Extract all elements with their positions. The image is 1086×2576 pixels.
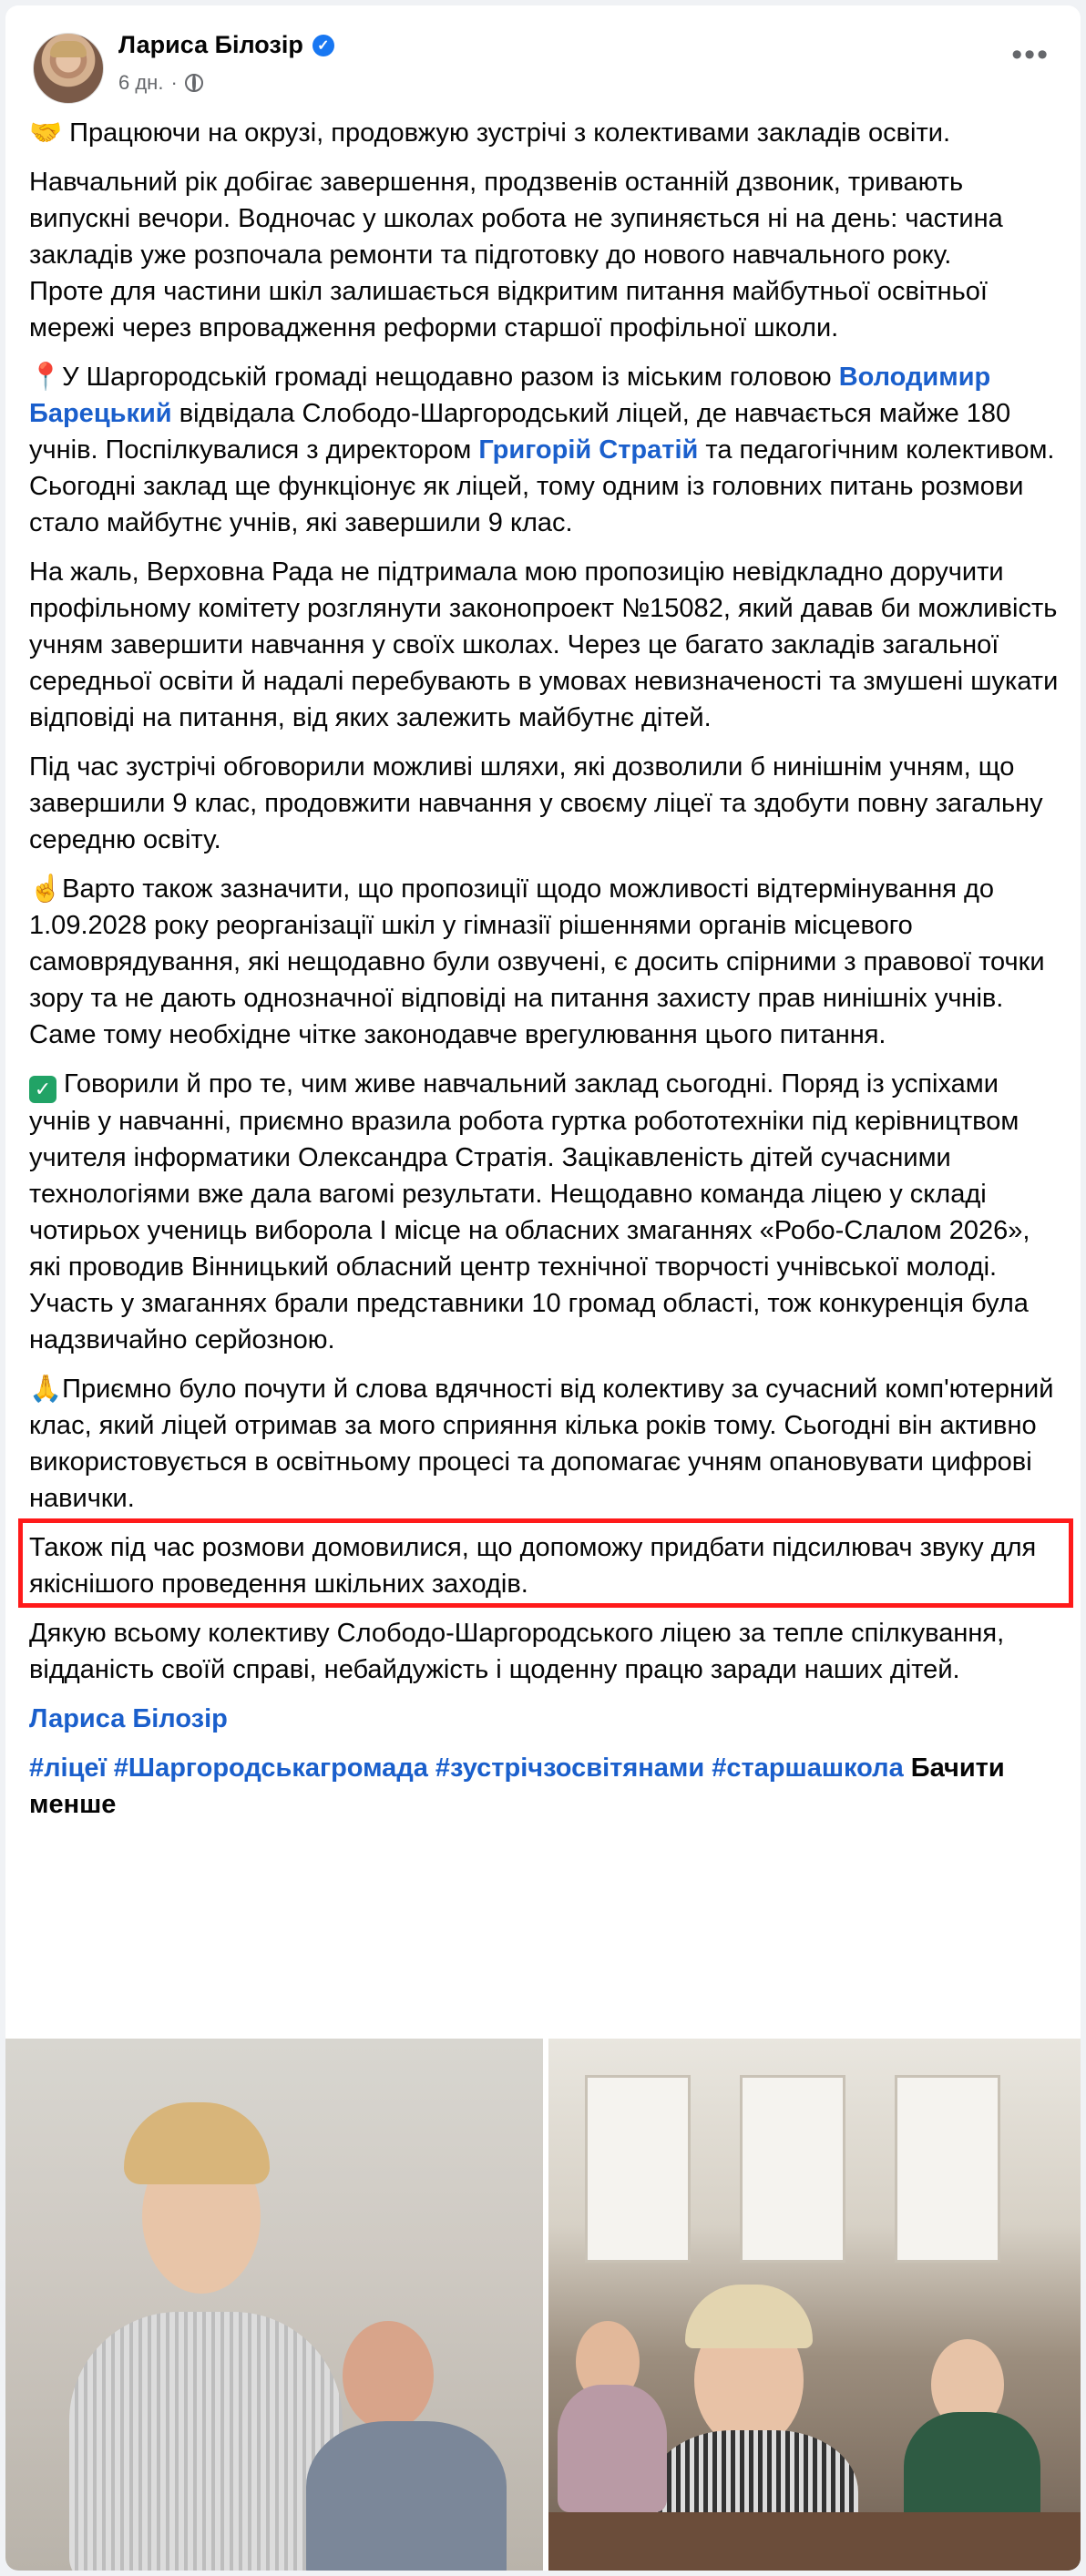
mention-link[interactable]: Володимир Барецький xyxy=(29,363,991,428)
author-name[interactable] xyxy=(118,31,334,59)
paragraph: ✓ Говорили й про те, чим живе навчальний заклад сьогодні. Поряд із успіхами учнів у навчанні, приємно вразила робота гуртка робототехніки під керівництвом учителя інформатики Олександра Стратія. Зацікавленість дітей сучасними технологіями вже дала вагомі результати. Нещодавно команда ліцею у складі чотирьох учениць виборола І місце на обласних змаганнях «Робо-Слалом 2026», які проводив Вінницький обласний центр технічної творчості учнівської молоді. Участь у змаганнях брали представники 10 громад області, тож конкуренція була надзвичайно серйозною. xyxy=(29,1069,1030,1354)
verified-badge-icon: ✓ xyxy=(312,35,334,56)
hashtag[interactable]: #старшашкола xyxy=(712,1753,904,1783)
see-less-button[interactable]: Бачити менше xyxy=(29,1753,1005,1819)
hashtag[interactable]: #ліцеї xyxy=(29,1753,107,1783)
check-icon: ✓ xyxy=(29,1076,56,1103)
paragraph: Дякую всьому колективу Слободо-Шаргородського ліцею за тепле спілкування, відданість своїй справі, небайдужість і щоденну працю заради наших дітей. xyxy=(29,1619,1005,1684)
post-card xyxy=(5,5,1081,2571)
post-text xyxy=(29,115,1059,1835)
author-avatar[interactable] xyxy=(33,33,104,104)
hashtag[interactable]: #зустрічзосвітянами xyxy=(435,1753,705,1783)
meta-separator: · xyxy=(170,71,178,94)
paragraph: 🤝 Працюючи на окрузі, продовжую зустрічі з колективами закладів освіти. xyxy=(29,118,951,148)
paragraph: Під час зустрічі обговорили можливі шляхи, які дозволили б нинішнім учням, що завершили 9 клас, продовжити навчання у своєму ліцеї та здобути повну загальну середню освіту. xyxy=(29,752,1043,854)
paragraph: 📍У Шаргородській громаді нещодавно разом із міським головою Володимир Барецький відвідала Слободо-Шаргородський ліцей, де навчається майже 180 учнів. Поспілкувалися з директором Григорій Стратій та педагогічним колективом. Сьогодні заклад ще функціонує як ліцей, тому одним із головних питань розмови стало майбутнє учнів, які завершили 9 клас. xyxy=(29,363,1055,537)
paragraph: На жаль, Верховна Рада не підтримала мою пропозицію невідкладно доручити профільному комітету розглянути законопроект №15082, який давав би можливість учням завершити навчання у своїх школах. Через це багато закладів загальної середньої освіти й надалі перебувають в умовах невизначеності та змушені шукати відповіді на питання, від яких залежить майбутнє дітей. xyxy=(29,557,1059,732)
paragraph: Навчальний рік добігає завершення, продзвенів останній дзвоник, тривають випускні вечори. Водночас у школах робота не зупиняється ні на день: частина закладів уже розпочала ремонти та підготовку до нового навчального року. Проте для частини шкіл залишається відкритим питання майбутньої освітньої мережі через впровадження реформи старшої профільної школи. xyxy=(29,168,1003,342)
mention-link[interactable]: Григорій Стратій xyxy=(478,435,699,465)
author-name-text[interactable]: Лариса Білозір xyxy=(118,31,303,58)
highlighted-paragraph: Також під час розмови домовилися, що допоможу придбати підсилювач звуку для якіснішого проведення шкільних заходів. xyxy=(29,1529,1059,1602)
photo-audience[interactable] xyxy=(548,2039,1081,2571)
post-header xyxy=(27,27,1059,109)
more-horizontal-icon[interactable]: ••• xyxy=(1011,37,1050,72)
paragraph: 🙏Приємно було почути й слова вдячності від колективу за сучасний комп'ютерний клас, який ліцей отримав за мого сприяння кілька років тому. Сьогодні він активно використовується в освітньому процесі та допомагає учням опановувати цифрові навички. xyxy=(29,1375,1054,1513)
photo-speaker[interactable] xyxy=(5,2039,543,2571)
hashtags xyxy=(29,1750,1059,1823)
photo-grid xyxy=(5,2039,1081,2571)
post-meta xyxy=(118,71,203,95)
paragraph: ☝️Варто також зазначити, що пропозиції щодо можливості відтермінування до 1.09.2028 року реорганізації шкіл у гімназії рішеннями органів місцевого самоврядування, які нещодавно були озвучені, є досить спірними з правової точки зору та не дають однозначної відповіді на питання захисту прав нинішніх учнів. Саме тому необхідне чітке законодавче врегулювання цього питання. xyxy=(29,874,1045,1049)
signature xyxy=(29,1701,1059,1737)
globe-icon[interactable] xyxy=(185,74,203,92)
post-time[interactable]: 6 дн. xyxy=(118,71,164,94)
signature-link[interactable]: Лариса Білозір xyxy=(29,1704,228,1733)
hashtag[interactable]: #Шаргородськагромада xyxy=(113,1753,428,1783)
